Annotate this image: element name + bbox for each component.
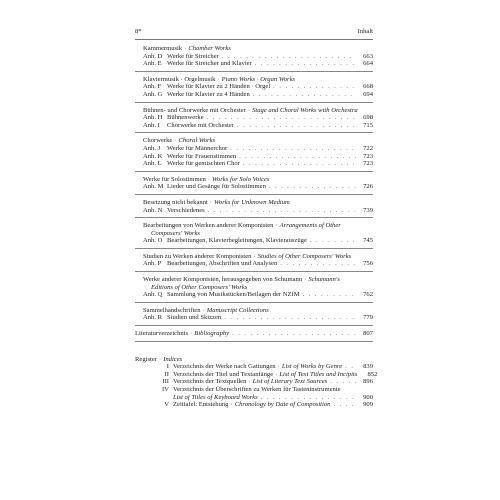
group-heading-en: Stage and Choral Works with Orchestra [252, 106, 358, 114]
register-entry-page: 896 [363, 378, 373, 386]
register-entry-title-en: List of Literary Text Sources [252, 378, 328, 386]
entry-page: 779 [363, 314, 373, 322]
register-entry-text [173, 379, 327, 386]
entry-title: Bühnenwerke [167, 114, 204, 122]
separator: · [174, 137, 177, 145]
entry-title: Lieder und Gesänge für Solostimmen [167, 183, 266, 191]
entry-label: Anh. L [143, 160, 162, 168]
entry-page: 694 [363, 90, 373, 98]
toc-group [135, 200, 373, 218]
entry-title: Werke für Klavier zu 4 Händen [167, 90, 250, 98]
entry-page: 762 [363, 291, 373, 299]
group-heading-en: Works for Unknown Medium [214, 198, 290, 206]
toc-entry[interactable] [135, 61, 373, 69]
leader-dots [222, 54, 356, 61]
toc-entry[interactable] [135, 238, 373, 246]
entry-page: 722 [363, 144, 373, 152]
register-numeral: I [166, 363, 169, 371]
group-heading-en: Chamber Works [188, 45, 231, 52]
register-numeral: II [164, 370, 169, 378]
entry-label: Anh. F [143, 83, 162, 91]
toc-entry[interactable] [135, 184, 373, 192]
leader-dots [253, 92, 356, 99]
separator: · [275, 370, 278, 378]
entry-label: Anh. O [143, 237, 163, 245]
appendix-groups [135, 46, 373, 326]
register-entry-title: Verzeichnis der Überschriften zu Werken für Tasteninstrumente [173, 386, 341, 393]
entry-label: Anh. J [143, 144, 161, 152]
register-numeral: III [162, 378, 169, 386]
separator: · [207, 175, 211, 183]
entry-label: Anh. D [143, 52, 163, 60]
group-heading-de: Klaviermusik · Orgelmusik [143, 75, 216, 83]
entry-label: Anh. R [143, 314, 163, 322]
entry-label: Anh. G [143, 90, 163, 98]
register-entry-page: 852 [367, 370, 378, 378]
toc-entry[interactable] [135, 292, 373, 300]
entry-page: 726 [363, 183, 373, 191]
register-entry-text [173, 402, 330, 409]
separator: · [275, 222, 278, 230]
entry-title: Werke für Männerchor [167, 144, 228, 152]
entry-title: Bearbeitungen, Klavierbegleitungen, Klavierauszüge [167, 237, 307, 245]
separator: · [247, 106, 251, 114]
leader-dots [255, 61, 356, 68]
entry-title: Werke für Klavier zu 2 Händen · Orgel [167, 83, 271, 91]
entry-page: 698 [363, 114, 373, 122]
entry-page: 663 [363, 52, 373, 60]
leader-dots [232, 331, 356, 338]
toc-group [135, 77, 373, 103]
group-heading-en: Works for Solo Voices [212, 175, 270, 183]
toc-entry[interactable] [135, 208, 373, 216]
leader-dots [243, 161, 356, 168]
toc-entry[interactable] [135, 261, 373, 269]
register-list [135, 363, 378, 410]
register-entry[interactable] [135, 402, 373, 410]
leader-dots [224, 315, 356, 322]
group-heading-en: Manuscript Collections [206, 306, 269, 314]
register-entry-page: 900 [363, 393, 373, 401]
entry-title: Studien und Skizzen [167, 314, 222, 322]
register-heading: Register · Indices [135, 355, 183, 363]
entry-page: 745 [363, 237, 373, 245]
entry-page: 723 [363, 160, 373, 168]
register-numeral: V [164, 401, 169, 409]
group-heading-de: Sammelhandschriften [143, 306, 201, 314]
literatur-entry[interactable]: Literaturverzeichnis · Bibliography . . . 807 [135, 331, 373, 339]
toc-group [135, 177, 373, 195]
group-heading-de: Werke für Solostimmen [143, 175, 206, 183]
toc-group [135, 46, 373, 72]
group-heading-en: Piano Works · Organ Works [221, 75, 296, 83]
separator: · [184, 45, 187, 52]
entry-page: 668 [363, 83, 373, 91]
register-entry-title-en: List of Text Titles and Incipits [279, 370, 358, 378]
leader-dots [269, 184, 356, 191]
register-entry-page: 839 [363, 363, 373, 371]
leader-dots [310, 238, 356, 245]
register-title-en: Indices [163, 355, 183, 363]
register-entry-title-en: Chronology by Date of Composition [234, 401, 331, 409]
separator: · [253, 252, 256, 260]
literatur-title: Literaturverzeichnis [135, 330, 189, 338]
entry-title: Werke für Streicher und Klavier [167, 60, 252, 68]
entry-page: 739 [363, 206, 373, 214]
leader-dots [280, 261, 356, 268]
register-entry-text [173, 364, 342, 371]
entry-page: 756 [363, 260, 373, 268]
entry-label: Anh. K [143, 152, 163, 160]
entry-label: Anh. P [143, 260, 162, 268]
entry-label: Anh. H [143, 114, 163, 122]
toc-body [135, 45, 378, 417]
leader-dots [261, 395, 356, 402]
group-heading-de: Chorwerke [143, 137, 173, 145]
register-entry-title: Verzeichnis der Titel und Textanfänge [173, 370, 274, 378]
group-heading-en: Studies of Other Composers' Works [257, 252, 352, 260]
entry-page: 715 [363, 121, 373, 129]
entry-label: Anh. E [143, 60, 162, 68]
header-rule [135, 39, 373, 40]
entry-title: Verschiedenes [167, 206, 205, 214]
group-heading-de: Besetzung nicht bekannt [143, 198, 208, 206]
entry-title: Werke für gemischten Chor [167, 160, 240, 168]
group-heading-en-cont: Composers' Works [151, 229, 200, 237]
toc-group [135, 254, 373, 272]
separator: · [304, 276, 307, 284]
entry-title: Werke für Streicher [167, 52, 219, 60]
leader-dots [333, 402, 356, 409]
toc-group [135, 138, 373, 171]
group-heading-en: Choral Works [178, 137, 216, 145]
group-heading-en: Arrangements of Other [279, 222, 341, 230]
register-entry-page: 909 [363, 401, 373, 409]
toc-group [135, 277, 373, 303]
toc-entry[interactable] [135, 315, 373, 323]
literatur-title-en: Bibliography [194, 330, 230, 338]
toc-group [135, 108, 373, 134]
register-entry-text [173, 372, 357, 379]
entry-label: Anh. Q [143, 291, 163, 299]
separator: · [202, 306, 205, 314]
running-title: Inhalt [357, 28, 373, 35]
group-heading-de: Bühnen- und Chorwerke mit Orchester [143, 106, 246, 114]
leader-dots [330, 379, 356, 386]
toc-entry[interactable] [135, 92, 373, 100]
running-header [135, 29, 373, 37]
group-heading-de: Werke anderer Komponisten, herausgegeben von Schumann [143, 276, 303, 284]
entry-title: Sammlung von Musikstücken/Beilagen der NZfM [167, 291, 300, 299]
literatur-section [135, 331, 373, 342]
entry-title: Bearbeitungen, Abschriften und Analysen [167, 260, 278, 268]
toc-group [135, 223, 373, 249]
register-entry-title: Verzeichnis der Textquellen [173, 378, 247, 386]
separator: · [277, 363, 280, 371]
leader-dots [345, 364, 356, 371]
entry-label: Anh. I [143, 121, 160, 129]
entry-page: 723 [363, 152, 373, 160]
toc-entry[interactable] [135, 123, 373, 131]
toc-group [135, 308, 373, 326]
register-entry-text [173, 387, 341, 394]
entry-label: Anh. M [143, 183, 164, 191]
separator: · [209, 198, 213, 206]
literatur-page: 807 [363, 330, 373, 338]
leader-dots [239, 154, 356, 161]
register-title: Register [135, 355, 157, 363]
entry-label: Anh. N [143, 206, 163, 214]
entry-page: 664 [363, 60, 373, 68]
group-heading-en-cont: Editions of Other Composers' Works [151, 283, 248, 291]
separator: · [230, 401, 233, 409]
toc-entry[interactable] [135, 161, 373, 169]
register-entry-title: Verzeichnis der Werke nach Gattungen [173, 363, 276, 371]
register-entry-title: Zeittafel: Entstehung [173, 401, 229, 409]
leader-dots [207, 115, 356, 122]
register-numeral: IV [162, 386, 169, 393]
entry-title: Werke für Frauenstimmen [167, 152, 237, 160]
group-heading-de: Studien zu Werken anderer Komponisten [143, 252, 252, 260]
separator: · [217, 75, 220, 83]
separator: · [248, 378, 251, 386]
leader-dots [303, 292, 356, 299]
page-number: 8* [135, 28, 142, 35]
leader-dots [273, 84, 356, 91]
register-section [135, 355, 378, 412]
leader-dots [237, 123, 356, 130]
leader-dots [208, 208, 356, 215]
group-heading-de: Bearbeitungen von Werken anderer Komponisten [143, 222, 274, 230]
register-entry-title-en: List of Works by Genre [281, 363, 343, 371]
entry-title: Chorwerke mit Orchester [167, 121, 235, 129]
register-entry-title-en: List of Titles of Keyboard Works [173, 393, 258, 401]
group-heading-en: Schumann's [308, 276, 340, 284]
leader-dots [230, 146, 356, 153]
group-heading-de: Kammermusik [143, 45, 183, 52]
